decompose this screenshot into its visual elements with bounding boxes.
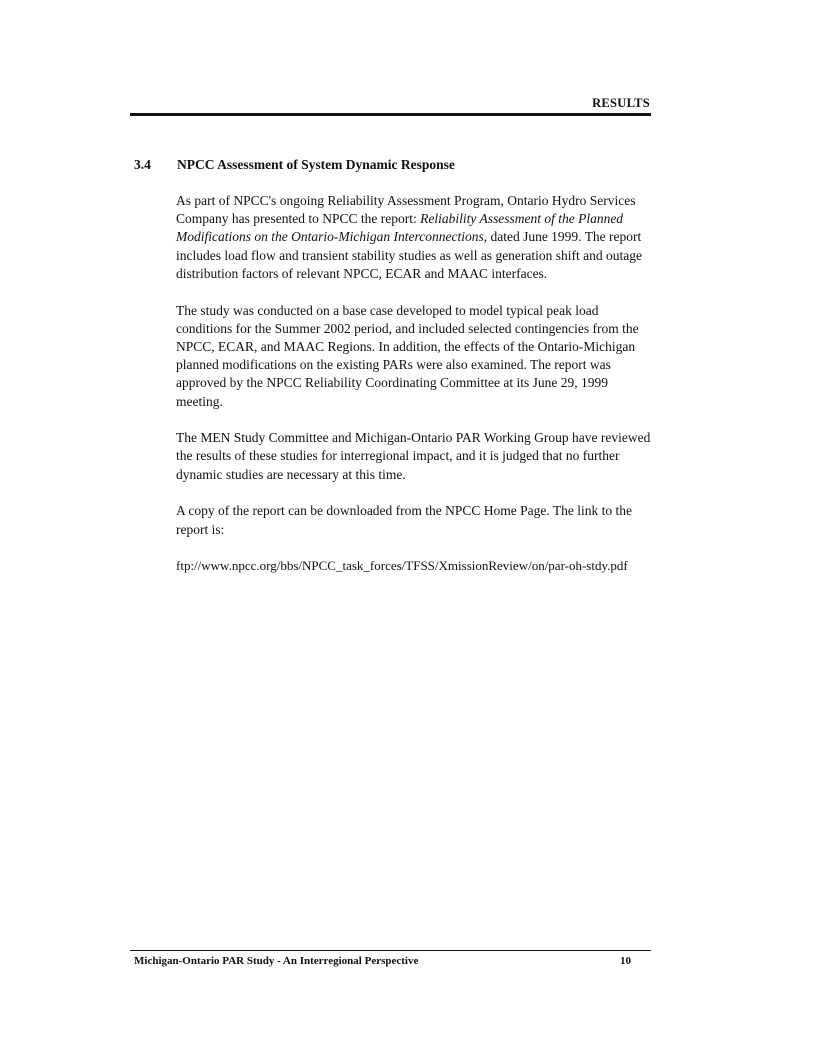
- section-body: [176, 192, 654, 594]
- paragraph-2: The study was conducted on a base case developed to model typical peak load conditions for the Summer 2002 period, and included selected contingencies from the NPCC, ECAR, and MAAC Regions. In addition, the effects of the Ontario-Michigan planned modifications on the existing PARs were also examined. The report was approved by the NPCC Reliability Coordinating Committee at its June 29, 1999 meeting.: [176, 302, 639, 409]
- paragraph-4: A copy of the report can be downloaded from the NPCC Home Page. The link to the report is:: [176, 503, 633, 537]
- paragraph-1-text-after: , dated June 1999. The report includes load flow and transient stability studies as well as generation shift and outage distribution factors of relevant NPCC, ECAR and MAAC interfaces.: [176, 229, 643, 281]
- report-link[interactable]: ftp://www.npcc.org/bbs/NPCC_task_forces/TFSS/XmissionReview/on/par-oh-stdy.pdf: [176, 558, 628, 574]
- paragraph-3: The MEN Study Committee and Michigan-Ontario PAR Working Group have reviewed the results of these studies for interregional impact, and it is judged that no further dynamic studies are necessary at this time.: [176, 430, 651, 482]
- section-title: NPCC Assessment of System Dynamic Response: [177, 157, 455, 172]
- section-heading: [134, 157, 455, 173]
- footer-title: Michigan-Ontario PAR Study - An Interregional Perspective: [134, 955, 419, 967]
- paragraph-1: [176, 192, 654, 283]
- header-rule: [130, 113, 651, 116]
- paragraph-1-text-before: As part of NPCC's ongoing Reliability Assessment Program, Ontario Hydro Services Company has presented to NPCC the report:: [176, 193, 636, 227]
- footer-rule: [130, 950, 651, 951]
- header-label: RESULTS: [592, 96, 650, 110]
- page-number: 10: [620, 955, 631, 967]
- report-title: Reliability Assessment of the Planned Modifications on the Ontario-Michigan Interconnections: [176, 211, 624, 245]
- section-number: 3.4: [134, 157, 151, 172]
